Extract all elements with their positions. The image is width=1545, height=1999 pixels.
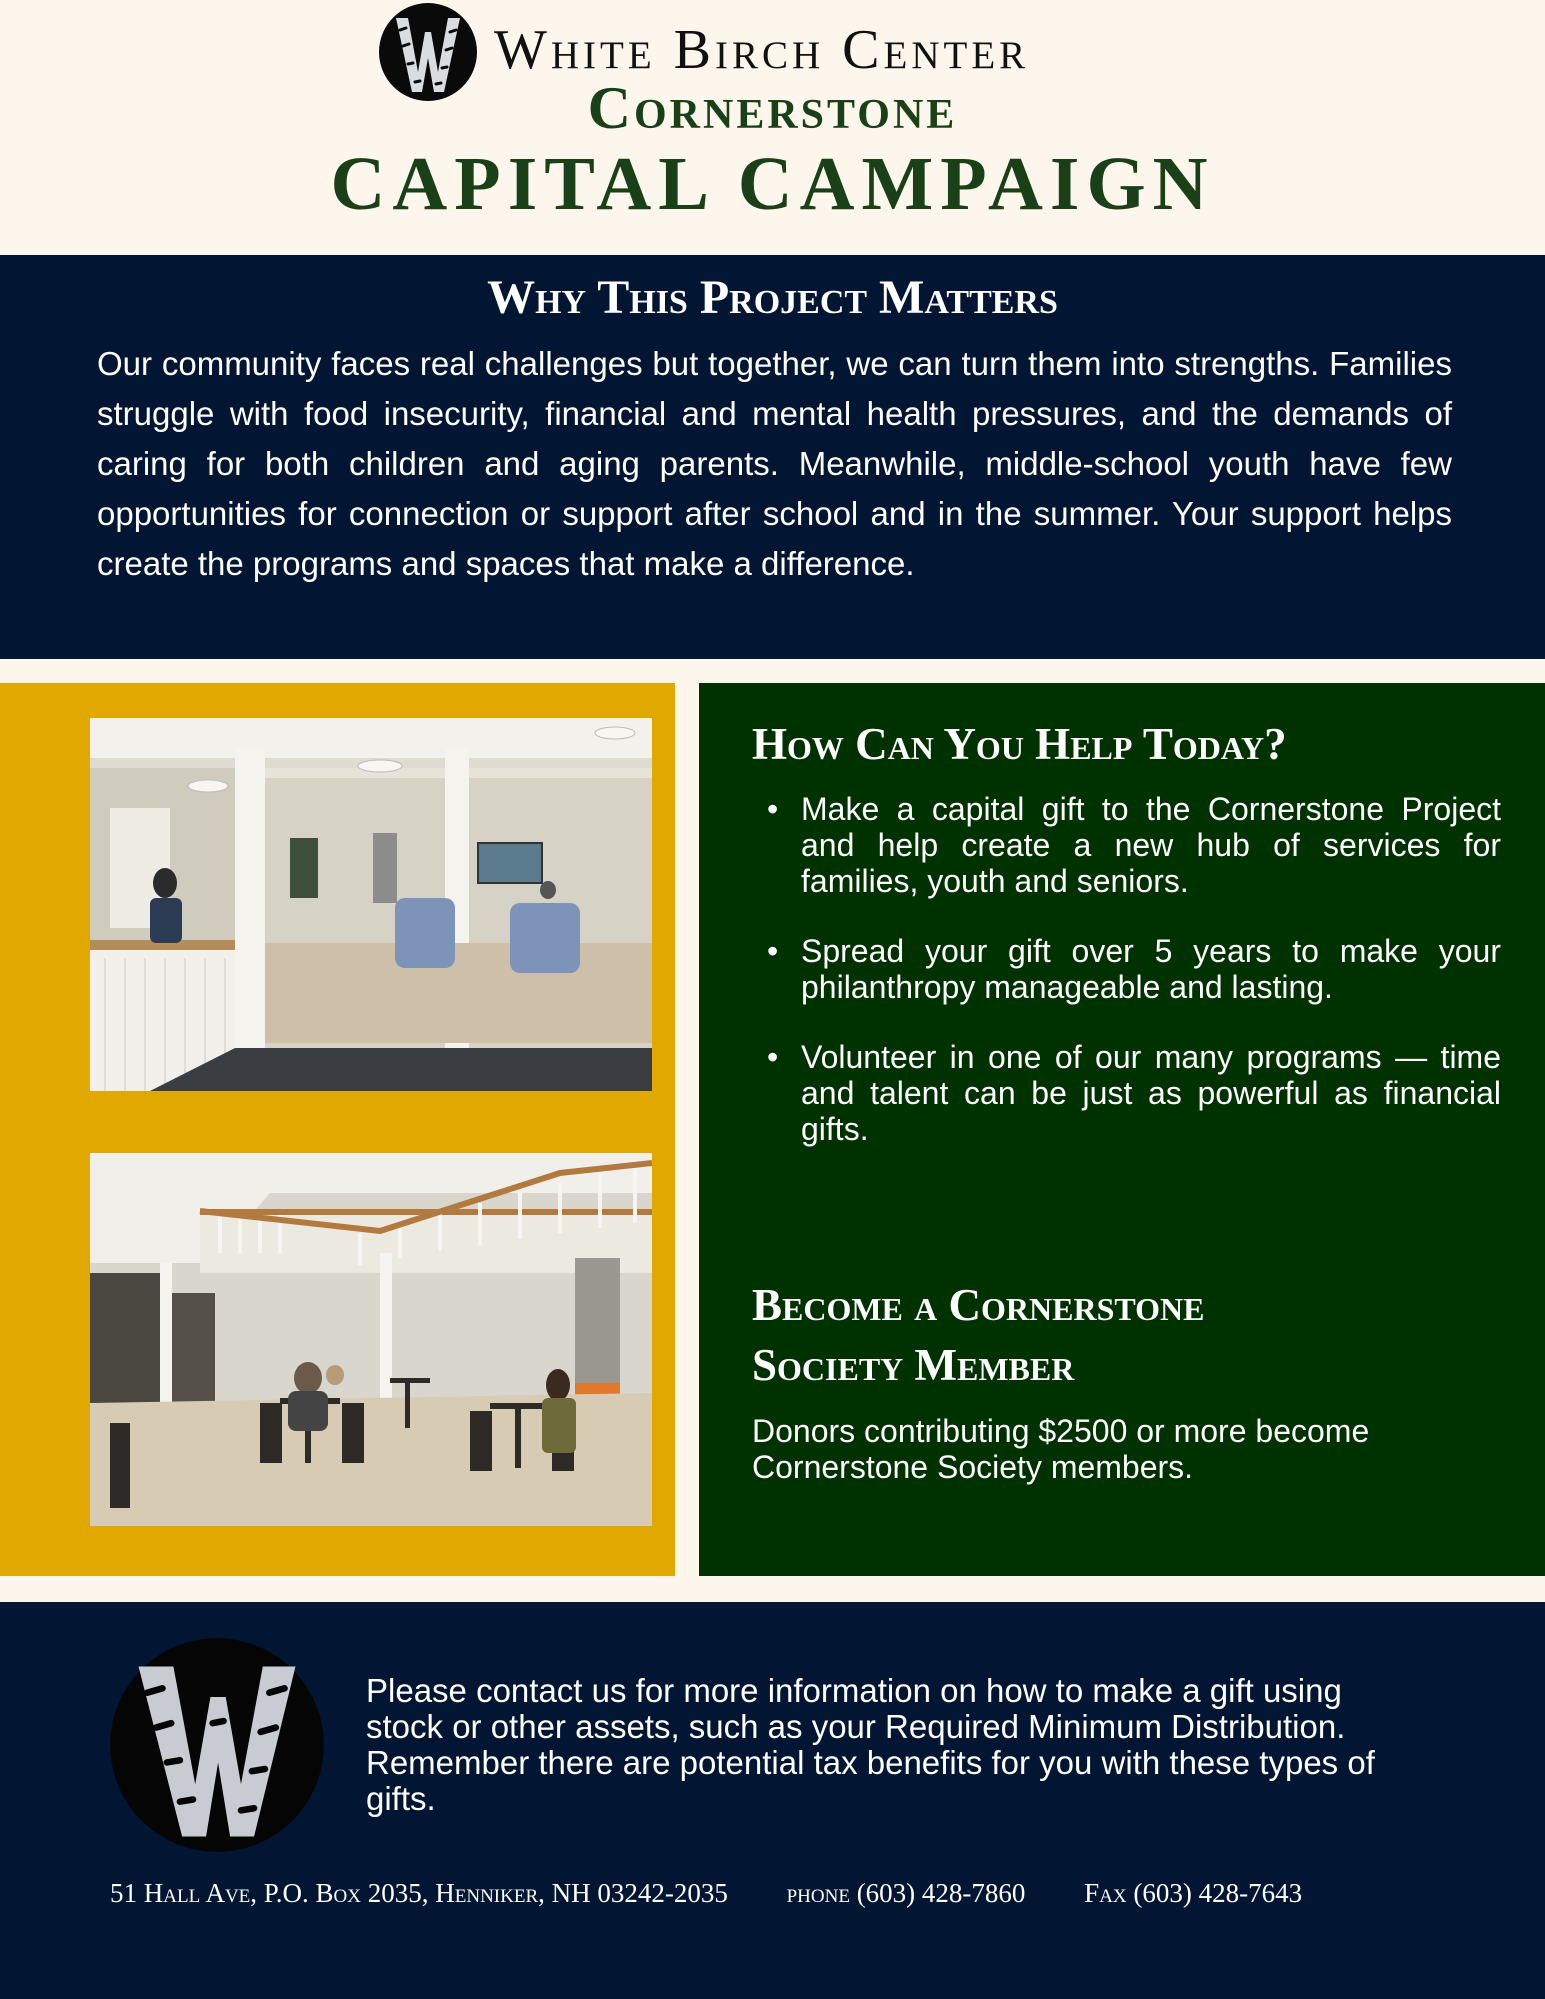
help-list	[761, 791, 1501, 1147]
organization-name: White Birch Center	[494, 19, 1030, 81]
help-title: How Can You Help Today?	[752, 719, 1287, 769]
society-title-line1: Become a Cornerstone	[752, 1280, 1205, 1330]
bullet-icon: •	[767, 933, 779, 969]
society-body: Donors contributing $2500 or more become Cornerstone Society members.	[752, 1413, 1370, 1485]
why-body: Our community faces real challenges but together, we can turn them into strengths. Families struggle with food insecurity, financial and mental health pressures, and the demands of caring for both children and aging parents. Meanwhile, middle-school youth have few opportunities for connection or support after school and in the summer. Your support helps create the programs and spaces that make a difference.	[97, 345, 1452, 582]
help-item-text: Spread your gift over 5 years to make your philanthropy manageable and lasting.	[801, 933, 1501, 1005]
help-panel	[699, 683, 1545, 1576]
campaign-title: CAPITAL CAMPAIGN	[330, 142, 1215, 226]
society-title-line2: Society Member	[752, 1340, 1075, 1390]
birch-w-logo-icon	[108, 1636, 326, 1854]
lounge-rendering	[90, 1153, 652, 1526]
footer-text: Please contact us for more information on how to make a gift using stock or other assets, such as your Required Minimum Distribution. Remember there are potential tax benefits for you with these types of gifts.	[366, 1672, 1375, 1817]
bullet-icon: •	[767, 1039, 779, 1075]
address: 51 Hall Ave, P.O. Box 2035, Henniker, NH 03242-2035	[110, 1878, 728, 1908]
campaign-subtitle: Cornerstone	[587, 75, 958, 141]
society-title	[752, 1275, 1492, 1395]
list-item	[761, 1039, 1501, 1147]
help-item-text: Make a capital gift to the Cornerstone Project and help create a new hub of services for families, youth and seniors.	[801, 791, 1501, 899]
list-item	[761, 791, 1501, 899]
contact-line	[110, 1873, 1302, 1913]
why-section	[0, 255, 1545, 659]
photo-panel	[0, 683, 675, 1576]
header	[0, 0, 1545, 255]
reception-rendering	[90, 718, 652, 1091]
fax-number: Fax (603) 428-7643	[1084, 1878, 1303, 1908]
phone-number[interactable]: phone (603) 428-7860	[786, 1878, 1026, 1908]
help-item-text: Volunteer in one of our many programs — time and talent can be just as powerful as financial gifts.	[801, 1039, 1501, 1147]
bullet-icon: •	[767, 791, 779, 827]
why-title: Why This Project Matters	[487, 271, 1058, 324]
list-item	[761, 933, 1501, 1005]
footer	[0, 1602, 1545, 1999]
